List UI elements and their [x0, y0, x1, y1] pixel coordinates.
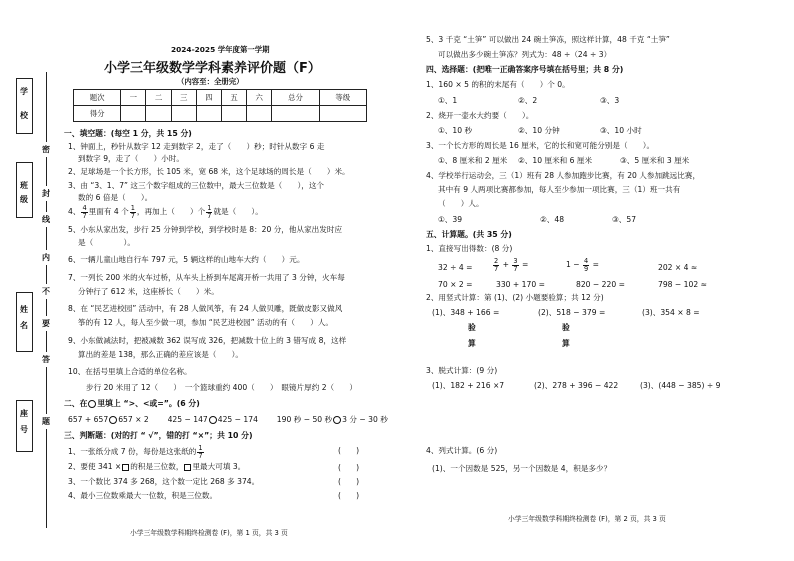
fraction-num: 4 [584, 257, 589, 265]
score-cell: 总分 [272, 90, 319, 106]
question-5b: 是（ ）。 [78, 238, 135, 247]
judge-2-text: 的积是三位数， [130, 462, 184, 471]
choice-option[interactable]: ②、2 [518, 96, 538, 105]
choice-option[interactable]: ③、57 [612, 215, 637, 224]
binding-char: 线 [42, 212, 50, 227]
word-calc-title: 4、列式计算。(6 分) [426, 446, 498, 455]
direct-calc-item: 820 − 220 = [576, 280, 625, 289]
class-label-2: 级 [20, 195, 28, 204]
choice-option[interactable]: ①、1 [438, 96, 458, 105]
section-3-title: 三、判断题：(对的打 “ √”，错的打 “×”；共 10 分) [64, 431, 253, 440]
calc-label: 算 [562, 339, 570, 348]
fraction [197, 445, 203, 459]
fraction [206, 205, 212, 219]
question-6: 6、一辆儿童山地自行车 797 元，5 辆这样的山地车大约（ ）元。 [68, 255, 305, 264]
q4-prefix: 4、 [68, 207, 81, 217]
choice-option[interactable]: ②、48 [540, 215, 565, 224]
fraction-den: 7 [82, 211, 87, 220]
question-7b: 分钟行了 612 米，这座桥长（ ）米。 [78, 287, 219, 296]
question-7a: 7、一列长 200 米的火车过桥，从车头上桥到车尾离开桥一共用了 3 分钟，火车每 [68, 273, 345, 282]
binding-line [46, 72, 47, 528]
score-cell: 等级 [319, 90, 366, 106]
square-blank-icon [122, 464, 129, 471]
score-cell: 四 [196, 90, 221, 106]
stepwise-calc-item: (1)、182 + 216 ×7 [432, 381, 505, 390]
stepwise-calc-item: (3)、(448 − 385) ÷ 9 [640, 381, 721, 390]
school-year: 2024-2025 学年度第一学期 [171, 45, 270, 54]
page-title: 小学三年级数学学科素养评价题（F） [104, 61, 321, 76]
q4-text: ，再加上（ ）个 [136, 207, 206, 217]
choice-4a: 4、学校举行运动会，三（1）班有 28 人参加跑步比赛，有 20 人参加跳远比赛， [426, 171, 701, 180]
compare-right: 425 − 174 [217, 415, 258, 424]
q4-text: 里面有 4 个 [88, 207, 129, 217]
judge-1-text: 1、一张纸分成 7 份，每份是这张纸的 [68, 447, 197, 457]
choice-option[interactable]: ③、3 [600, 96, 620, 105]
score-input-cell[interactable] [221, 106, 246, 122]
fraction [130, 205, 136, 219]
judge-4: 4、最小三位数乘最大一位数，积是三位数。 [68, 491, 218, 500]
p2-question-5b: 可以做出多少碗土笋冻？列式为：48 ÷（24 ÷ 3） [438, 50, 612, 59]
direct-calc-item: 202 × 4 ≈ [658, 263, 698, 272]
fraction-den: 7 [130, 211, 135, 220]
calc-label: 算 [468, 339, 476, 348]
compare-left: 425 − 147 [167, 415, 208, 424]
section-1-title: 一、填空题：(每空 1 分，共 15 分) [64, 129, 192, 138]
compare-left: 190 秒 − 50 秒 [276, 415, 333, 424]
score-table-score-row [74, 106, 367, 122]
score-input-cell[interactable] [146, 106, 171, 122]
score-input-cell[interactable] [121, 106, 146, 122]
judge-paren[interactable]: ( ) [338, 477, 360, 486]
fraction [81, 205, 87, 219]
seat-label-2: 号 [20, 425, 28, 434]
judge-1 [68, 445, 205, 459]
question-9b: 算出的差是 138，那么正确的差应该是（ ）。 [78, 350, 243, 359]
direct-calc-item: 32 ÷ 4 = [438, 263, 473, 272]
score-input-cell[interactable] [319, 106, 366, 122]
compare-row [68, 416, 388, 425]
fraction-num: 1 [198, 444, 203, 452]
question-1b: 到数字 9，走了（ ）小时。 [78, 154, 184, 163]
choice-3-question: 3、一个长方形的周长是 16 厘米，它的长和宽可能分别是（ ）。 [426, 141, 655, 150]
word-calc-item: (1)、一个因数是 525，另一个因数是 4，积是多少？ [432, 464, 612, 473]
section-2-suffix: 里填上 “>、<或=”。(6 分) [97, 399, 200, 408]
score-table [73, 89, 367, 122]
fraction-num: 4 [82, 204, 87, 212]
question-3a: 3、由 “3、1、7” 这三个数字组成的三位数中，最大三位数是（ ），这个 [68, 181, 325, 190]
fraction-num: 1 [130, 204, 135, 212]
choice-2-question: 2、烧开一壶水大约要（ ）。 [426, 111, 534, 120]
fraction [583, 258, 589, 272]
fraction-num: 2 [494, 257, 499, 265]
vertical-calc-title: 2、用竖式计算：第 (1)、(2) 小题要验算；共 12 分) [426, 293, 604, 302]
score-cell: 一 [121, 90, 146, 106]
question-8b: 筝的有 12 人，每人至少做一项，参加 “民艺进校园” 活动的有（ ）人。 [78, 318, 333, 327]
binding-char: 封 [42, 186, 50, 201]
score-input-cell[interactable] [247, 106, 272, 122]
fraction-den: 9 [584, 264, 589, 273]
compare-blank[interactable] [333, 416, 341, 424]
score-row-label: 得分 [74, 106, 121, 122]
fraction-num: 3 [513, 257, 518, 265]
question-2: 2、足球场是一个长方形，长 105 米，宽 68 米，这个足球场的周长是（ ）米。 [68, 167, 350, 176]
score-table-header-row [74, 90, 367, 106]
fraction-den: 7 [198, 451, 203, 460]
choice-option[interactable]: ①、10 秒 [438, 126, 473, 135]
fraction-den: 7 [207, 211, 212, 220]
score-cell: 二 [146, 90, 171, 106]
question-3b: 数的 6 倍是（ ）。 [78, 193, 153, 202]
q4-text: 就是（ ）。 [213, 207, 263, 217]
score-cell: 五 [221, 90, 246, 106]
fraction-den: 7 [513, 264, 518, 273]
judge-paren[interactable]: ( ) [338, 491, 360, 500]
section-5-title: 五、计算题。(共 35 分) [426, 230, 512, 239]
choice-option[interactable]: ②、10 分钟 [518, 126, 560, 135]
binding-char: 内 [42, 250, 50, 265]
judge-paren[interactable]: ( ) [338, 463, 360, 472]
fraction-den: 7 [494, 264, 499, 273]
binding-char: 要 [42, 316, 50, 331]
choice-1-question: 1、160 × 5 的积的末尾有（ ）个 0。 [426, 80, 570, 89]
choice-option[interactable]: ②、10 厘米和 6 厘米 [518, 156, 593, 165]
choice-4b: 其中有 9 人两项比赛都参加，每人至少参加一项比赛，三（1）班一共有 [438, 185, 681, 194]
judge-2-text: 里最大可填 3。 [192, 462, 246, 471]
seat-label-1: 座 [20, 409, 28, 418]
judge-2-text: 2、要使 341 × [68, 462, 122, 471]
vertical-calc-item: (3)、354 × 8 = [642, 308, 700, 317]
question-1a: 1、钟面上，秒针从数字 12 走到数字 2，走了（ ）秒；时针从数字 6 走 [68, 142, 325, 151]
score-cell: 题次 [74, 90, 121, 106]
question-4 [68, 205, 263, 219]
choice-option[interactable]: ①、8 厘米和 2 厘米 [438, 156, 508, 165]
score-input-cell[interactable] [272, 106, 319, 122]
check-label: 验 [562, 323, 570, 332]
name-label-2: 名 [20, 321, 28, 330]
judge-paren[interactable]: ( ) [338, 446, 360, 455]
vertical-calc-item: (2)、518 − 379 = [538, 308, 606, 317]
compare-left: 657 + 657 [68, 415, 109, 424]
binding-char: 不 [42, 284, 50, 299]
choice-option[interactable]: ③、10 小时 [600, 126, 642, 135]
question-10a: 10、在括号里填上合适的单位名称。 [68, 367, 192, 376]
compare-blank[interactable] [209, 416, 217, 424]
score-cell: 三 [171, 90, 196, 106]
judge-3: 3、一个数比 374 多 268，这个数一定比 268 多 374。 [68, 477, 260, 486]
compare-right: 3 分 − 30 秒 [342, 415, 388, 424]
question-5a: 5、小东从家出发，步行 25 分钟到学校，到学校时是 8：20 分，他从家出发时应 [68, 225, 343, 234]
score-cell: 六 [247, 90, 272, 106]
p2-question-5a: 5、3 千克 “土笋” 可以做出 24 碗土笋冻，照这样计算，48 千克 “土笋” [426, 35, 670, 44]
direct-calc-item: 1 − $\frac{4}{9}$ = [566, 257, 600, 273]
question-10b: 步行 20 米用了 12（ ） 一个篮球重约 400（ ） 眼镜片厚约 2（ ） [86, 383, 357, 392]
stepwise-calc-item: (2)、278 + 396 − 422 [534, 381, 619, 390]
choice-option[interactable]: ①、39 [438, 215, 463, 224]
section-2-prefix: 二、在 [64, 399, 88, 408]
school-label-2: 校 [20, 111, 28, 120]
name-label-1: 姓 [20, 305, 28, 314]
direct-calc-item: 330 + 170 = [496, 280, 545, 289]
judge-2 [68, 463, 245, 472]
content-scope: （内容至：全册完） [177, 77, 244, 86]
score-input-cell[interactable] [171, 106, 196, 122]
choice-4c: （ ）人。 [438, 199, 484, 208]
fraction [493, 258, 499, 272]
score-input-cell[interactable] [196, 106, 221, 122]
school-label-1: 学 [20, 87, 28, 96]
choice-option[interactable]: ③、5 厘米和 3 厘米 [620, 156, 690, 165]
compare-right: 657 × 2 [118, 415, 149, 424]
square-blank-icon [184, 464, 191, 471]
stepwise-calc-title: 3、脱式计算：(9 分) [426, 366, 498, 375]
compare-blank[interactable] [109, 416, 117, 424]
fraction [512, 258, 518, 272]
check-label: 验 [468, 323, 476, 332]
d3-text: 1 − [566, 260, 580, 270]
direct-calc-title: 1、直接写出得数：(8 分) [426, 244, 513, 253]
direct-calc-item: 70 × 2 = [438, 280, 473, 289]
section-2-title [64, 400, 200, 409]
page-2-footer: 小学三年级数学科期终检测卷 (F)，第 2 页，共 3 页 [508, 515, 666, 523]
circle-blank-icon [88, 400, 96, 408]
direct-calc-item: 798 − 102 ≈ [658, 280, 707, 289]
direct-calc-item: $\frac{2}{7}$ + $\frac{3}{7}$ = [494, 257, 529, 273]
fraction-num: 1 [207, 204, 212, 212]
question-8a: 8、在 “民艺进校园” 活动中，有 28 人做风筝，有 24 人做贝雕，既做皮影又做风 [68, 304, 343, 313]
binding-char: 题 [42, 414, 50, 429]
page-1-footer: 小学三年级数学科期终检测卷 (F)，第 1 页，共 3 页 [130, 529, 288, 537]
vertical-calc-item: (1)、348 + 166 = [432, 308, 500, 317]
binding-char: 答 [42, 352, 50, 367]
section-4-title: 四、选择题：(把唯一正确答案序号填在括号里；共 8 分) [426, 65, 624, 74]
class-label-1: 班 [20, 181, 28, 190]
question-9a: 9、小东做减法时，把被减数 362 误写成 326，把减数十位上的 3 错写成 8，这样 [68, 336, 347, 345]
binding-char: 密 [42, 142, 50, 157]
